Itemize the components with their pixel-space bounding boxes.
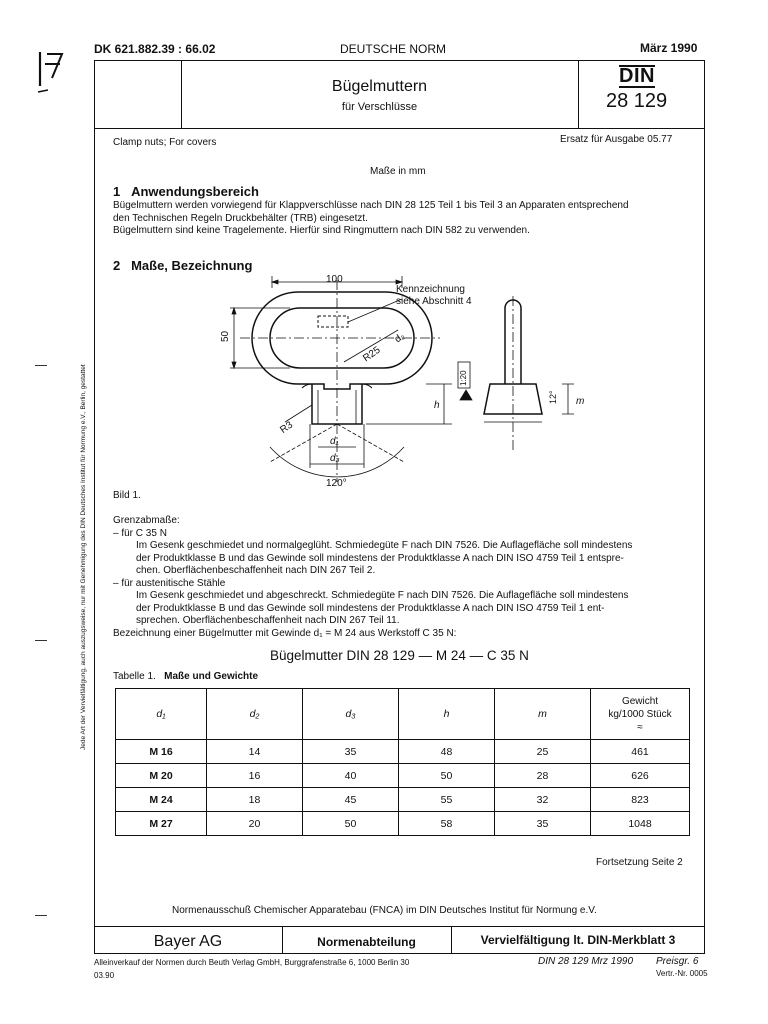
handwritten-mark — [32, 46, 76, 96]
table-cell: 823 — [591, 788, 690, 812]
weight-header-line: kg/1000 Stück — [608, 708, 672, 720]
section2-heading — [113, 258, 252, 273]
table-cell: 58 — [399, 812, 495, 836]
table-header: d₃ — [303, 689, 399, 740]
table-cell: 48 — [399, 740, 495, 764]
company-name: Bayer AG — [153, 933, 223, 950]
d2-label: d₂ — [392, 330, 407, 346]
continuation-note: Fortsetzung Seite 2 — [596, 857, 683, 868]
table-cell: M 24 — [116, 788, 207, 812]
table-cell: 50 — [303, 812, 399, 836]
weight-header-line: Gewicht — [621, 695, 659, 707]
din-logo: DIN — [619, 65, 655, 87]
table-cell: 50 — [399, 764, 495, 788]
table-cell: 40 — [303, 764, 399, 788]
section1-title: Anwendungsbereich — [131, 184, 259, 199]
dim-50-label: 50 — [220, 330, 231, 342]
table-cell: 28 — [495, 764, 591, 788]
table-cell: 35 — [495, 812, 591, 836]
table-cell: M 16 — [116, 740, 207, 764]
table-cell: 1048 — [591, 812, 690, 836]
limits-line: der Produktklasse B und das Gewinde soll mindestens der Produktklasse A nach DIN ISO 4759 Teil 1 entspre- — [136, 552, 624, 564]
doc-title: Bügelmuttern — [331, 78, 428, 95]
margin-tick — [35, 640, 47, 641]
section2-title: Maße, Bezeichnung — [131, 258, 253, 273]
copyright-side-text: Jede Art der Vervielfältigung, auch auszugsweise, nur mit Genehmigung des DIN Deutsches Institut für Normung e.V., Berlin, gestattet — [80, 364, 87, 750]
limits-line: Im Gesenk geschmiedet und abgeschreckt. Schmiedegüte F nach DIN 7526. Die Auflagefläche soll mindestens — [136, 590, 629, 601]
angle-label: 120° — [326, 478, 347, 489]
section2-number: 2 — [113, 258, 121, 273]
table-cell: 32 — [495, 788, 591, 812]
table-cell: M 20 — [116, 764, 207, 788]
h-label: h — [434, 400, 440, 411]
date: März 1990 — [640, 41, 698, 55]
designation-intro: Bezeichnung einer Bügelmutter mit Gewinde d₁ = M 24 aus Werkstoff C 35 N: — [113, 627, 457, 639]
r3-label: R3 — [278, 419, 296, 436]
table-cell: 20 — [207, 812, 303, 836]
section1-line: Bügelmuttern sind keine Tragelemente. Hierfür sind Ringmuttern nach DIN 582 zu verwenden. — [113, 225, 530, 236]
header-divider — [94, 128, 705, 129]
table-caption-number: Tabelle 1. — [113, 671, 156, 682]
limits-item2-head: – für austenitische Stähle — [113, 577, 226, 589]
din-number: 28 129 — [606, 90, 668, 112]
units-note: Maße in mm — [370, 166, 426, 177]
sales-note: Alleinverkauf der Normen durch Beuth Verlag GmbH, Burggrafenstraße 6, 1000 Berlin 30 — [94, 958, 410, 967]
table-header: h — [399, 689, 495, 740]
limits-section — [113, 515, 703, 640]
table-cell: 25 — [495, 740, 591, 764]
table-caption — [113, 671, 258, 684]
copy-note: Vervielfältigung lt. DIN-Merkblatt 3 — [480, 933, 676, 947]
norm-label: DEUTSCHE NORM — [340, 42, 447, 56]
reference: DIN 28 129 Mrz 1990 — [538, 956, 634, 967]
table-cell: 18 — [207, 788, 303, 812]
limits-line: der Produktklasse B und das Gewinde soll mindestens der Produktklasse A nach DIN ISO 4759 Teil 1 ent- — [136, 602, 605, 614]
table-cell: 45 — [303, 788, 399, 812]
issue-code: 03.90 — [94, 971, 115, 980]
footer-divider — [94, 926, 705, 927]
limits-line: sprechen. Oberflächenbeschaffenheit nach DIN 267 Teil 11. — [136, 615, 400, 626]
department: Normenabteilung — [317, 935, 416, 949]
designation: Bügelmutter DIN 28 129 — M 24 — C 35 N — [270, 648, 529, 663]
table-cell: 461 — [591, 740, 690, 764]
table-cell: 16 — [207, 764, 303, 788]
marking-label-2: siehe Abschnitt 4 — [396, 296, 472, 307]
header-divider — [578, 60, 579, 128]
weight-header-line: ≈ — [637, 721, 643, 733]
limits-item1-head: – für C 35 N — [113, 527, 167, 539]
figure-caption: Bild 1. — [113, 490, 141, 501]
technical-drawing — [190, 272, 610, 494]
margin-tick — [35, 365, 47, 366]
vertriebs-number: Vertr.-Nr. 0005 — [656, 969, 708, 978]
committee-note: Normenausschuß Chemischer Apparatebau (FNCA) im DIN Deutsches Institut für Normung e.V. — [172, 905, 597, 916]
table-cell: M 27 — [116, 812, 207, 836]
section1-text — [113, 200, 703, 238]
section1-line: Bügelmuttern werden vorwiegend für Klappverschlüsse nach DIN 28 125 Teil 1 bis Teil 3 an Apparaten entsprechend — [113, 200, 629, 211]
table-caption-title: Maße und Gewichte — [164, 671, 259, 682]
table-header: d₁ — [116, 689, 207, 740]
dk-number: DK 621.882.39 : 66.02 — [94, 42, 216, 56]
copyright-side-note — [80, 270, 94, 750]
angle12-label: 12° — [548, 390, 558, 404]
m-label: m — [576, 396, 585, 407]
price-group: Preisgr. 6 — [656, 956, 699, 967]
table-row — [116, 812, 690, 836]
replaces-note: Ersatz für Ausgabe 05.77 — [560, 134, 673, 145]
dim-100-label: 100 — [326, 274, 343, 285]
table-row — [116, 788, 690, 812]
table-row — [116, 764, 690, 788]
d1-label: d₁ — [330, 436, 339, 447]
table-cell: 55 — [399, 788, 495, 812]
table-cell: 626 — [591, 764, 690, 788]
dimensions-table — [115, 688, 690, 836]
margin-tick — [35, 915, 47, 916]
d3-label: d₃ — [330, 453, 340, 464]
limits-heading: Grenzabmaße: — [113, 515, 180, 526]
section1-number: 1 — [113, 184, 121, 199]
limits-line: Im Gesenk geschmiedet und normalgeglüht. Schmiedegüte F nach DIN 7526. Die Auflagefläche soll mindestens — [136, 540, 633, 551]
section1-line: den Technischen Regeln Druckbehälter (TRB) eingesetzt. — [113, 212, 368, 224]
table-header-row — [116, 689, 690, 740]
table-cell: 14 — [207, 740, 303, 764]
section1-heading — [113, 184, 259, 199]
english-title: Clamp nuts; For covers — [113, 137, 217, 148]
table-cell: 35 — [303, 740, 399, 764]
marking-label-1: Kennzeichnung — [396, 284, 465, 295]
doc-subtitle: für Verschlüsse — [341, 101, 418, 113]
limits-line: chen. Oberflächenbeschaffenheit nach DIN 267 Teil 2. — [136, 565, 376, 576]
r25-label: R25 — [361, 344, 383, 365]
table-row — [116, 740, 690, 764]
table-header: d₂ — [207, 689, 303, 740]
table-header: m — [495, 689, 591, 740]
weight-header — [591, 689, 690, 740]
taper-label: 1:20 — [459, 370, 468, 386]
